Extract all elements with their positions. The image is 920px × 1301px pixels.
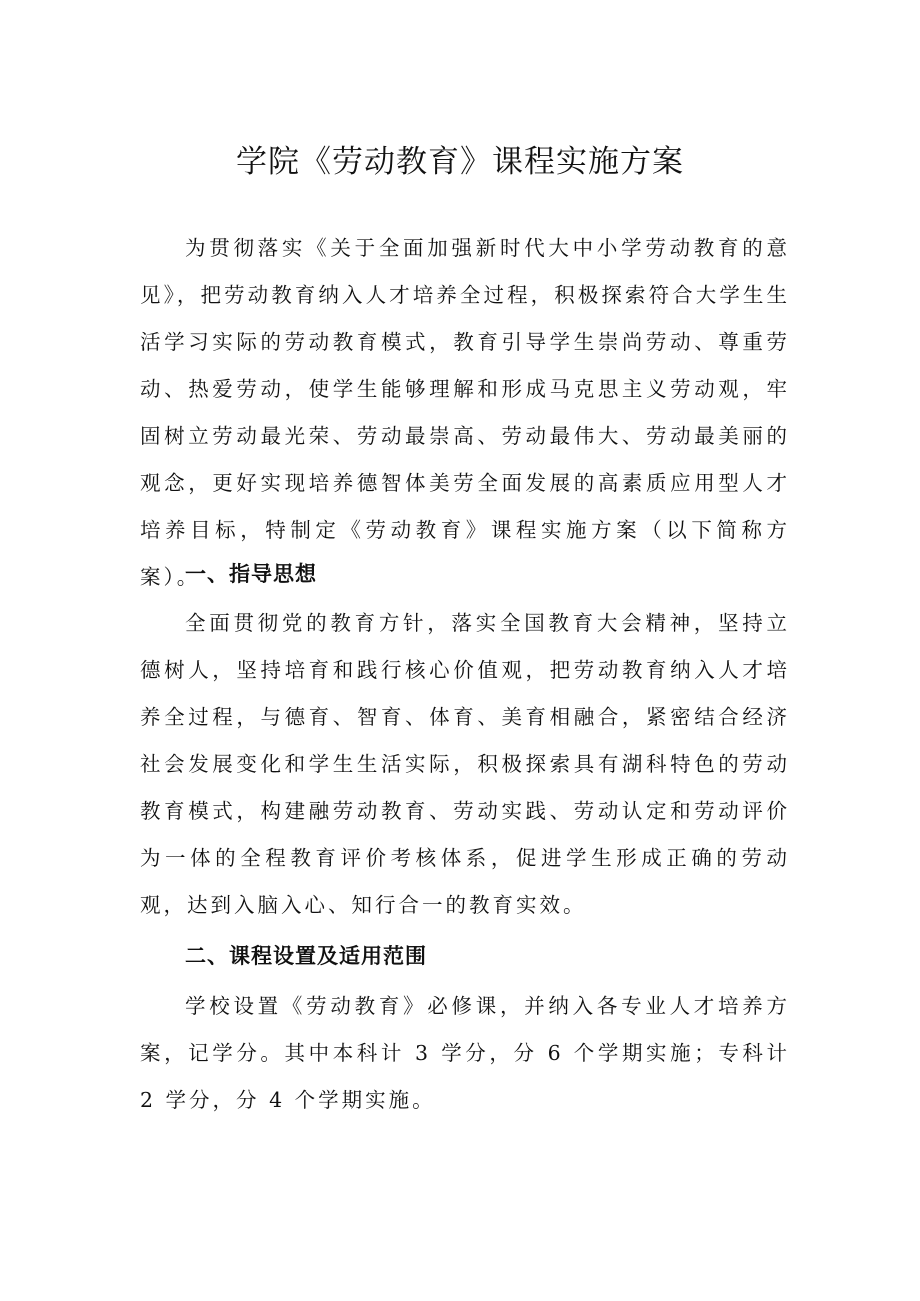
intro-paragraph: 为贯彻落实《关于全面加强新时代大中小学劳动教育的意见》，把劳动教育纳入人才培养全过程，积极探索符合大学生生活学习实际的劳动教育模式，教育引导学生崇尚劳动、尊重劳动、热爱劳动，使学生能够理解和形成马克思主义劳动观，牢固树立劳动最光荣、劳动最崇高、劳动最伟大、劳动最美丽的观念，更好实现培养德智体美劳全面发展的高素质应用型人才培养目标，特制定《劳动教育》课程实施方案（以下简称方案）。 (140, 236, 790, 589)
document-title: 学院《劳动教育》课程实施方案 (236, 144, 684, 180)
section-body-course-setup: 学校设置《劳动教育》必修课，并纳入各专业人才培养方案，记学分。其中本科计 3 学分，分 6 个学期实施；专科计 2 学分，分 4 个学期实施。 (140, 994, 790, 1112)
section-body-guiding-ideology: 全面贯彻党的教育方针，落实全国教育大会精神，坚持立德树人，坚持培育和践行核心价值观，把劳动教育纳入人才培养全过程，与德育、智育、体育、美育相融合，紧密结合经济社会发展变化和学生生活实际，积极探索具有湖科特色的劳动教育模式，构建融劳动教育、劳动实践、劳动认定和劳动评价为一体的全程教育评价考核体系，促进学生形成正确的劳动观，达到入脑入心、知行合一的教育实效。 (140, 611, 790, 917)
section-heading-course-setup: 二、课程设置及适用范围 (185, 944, 427, 968)
section-heading-guiding-ideology: 一、指导思想 (185, 562, 317, 586)
